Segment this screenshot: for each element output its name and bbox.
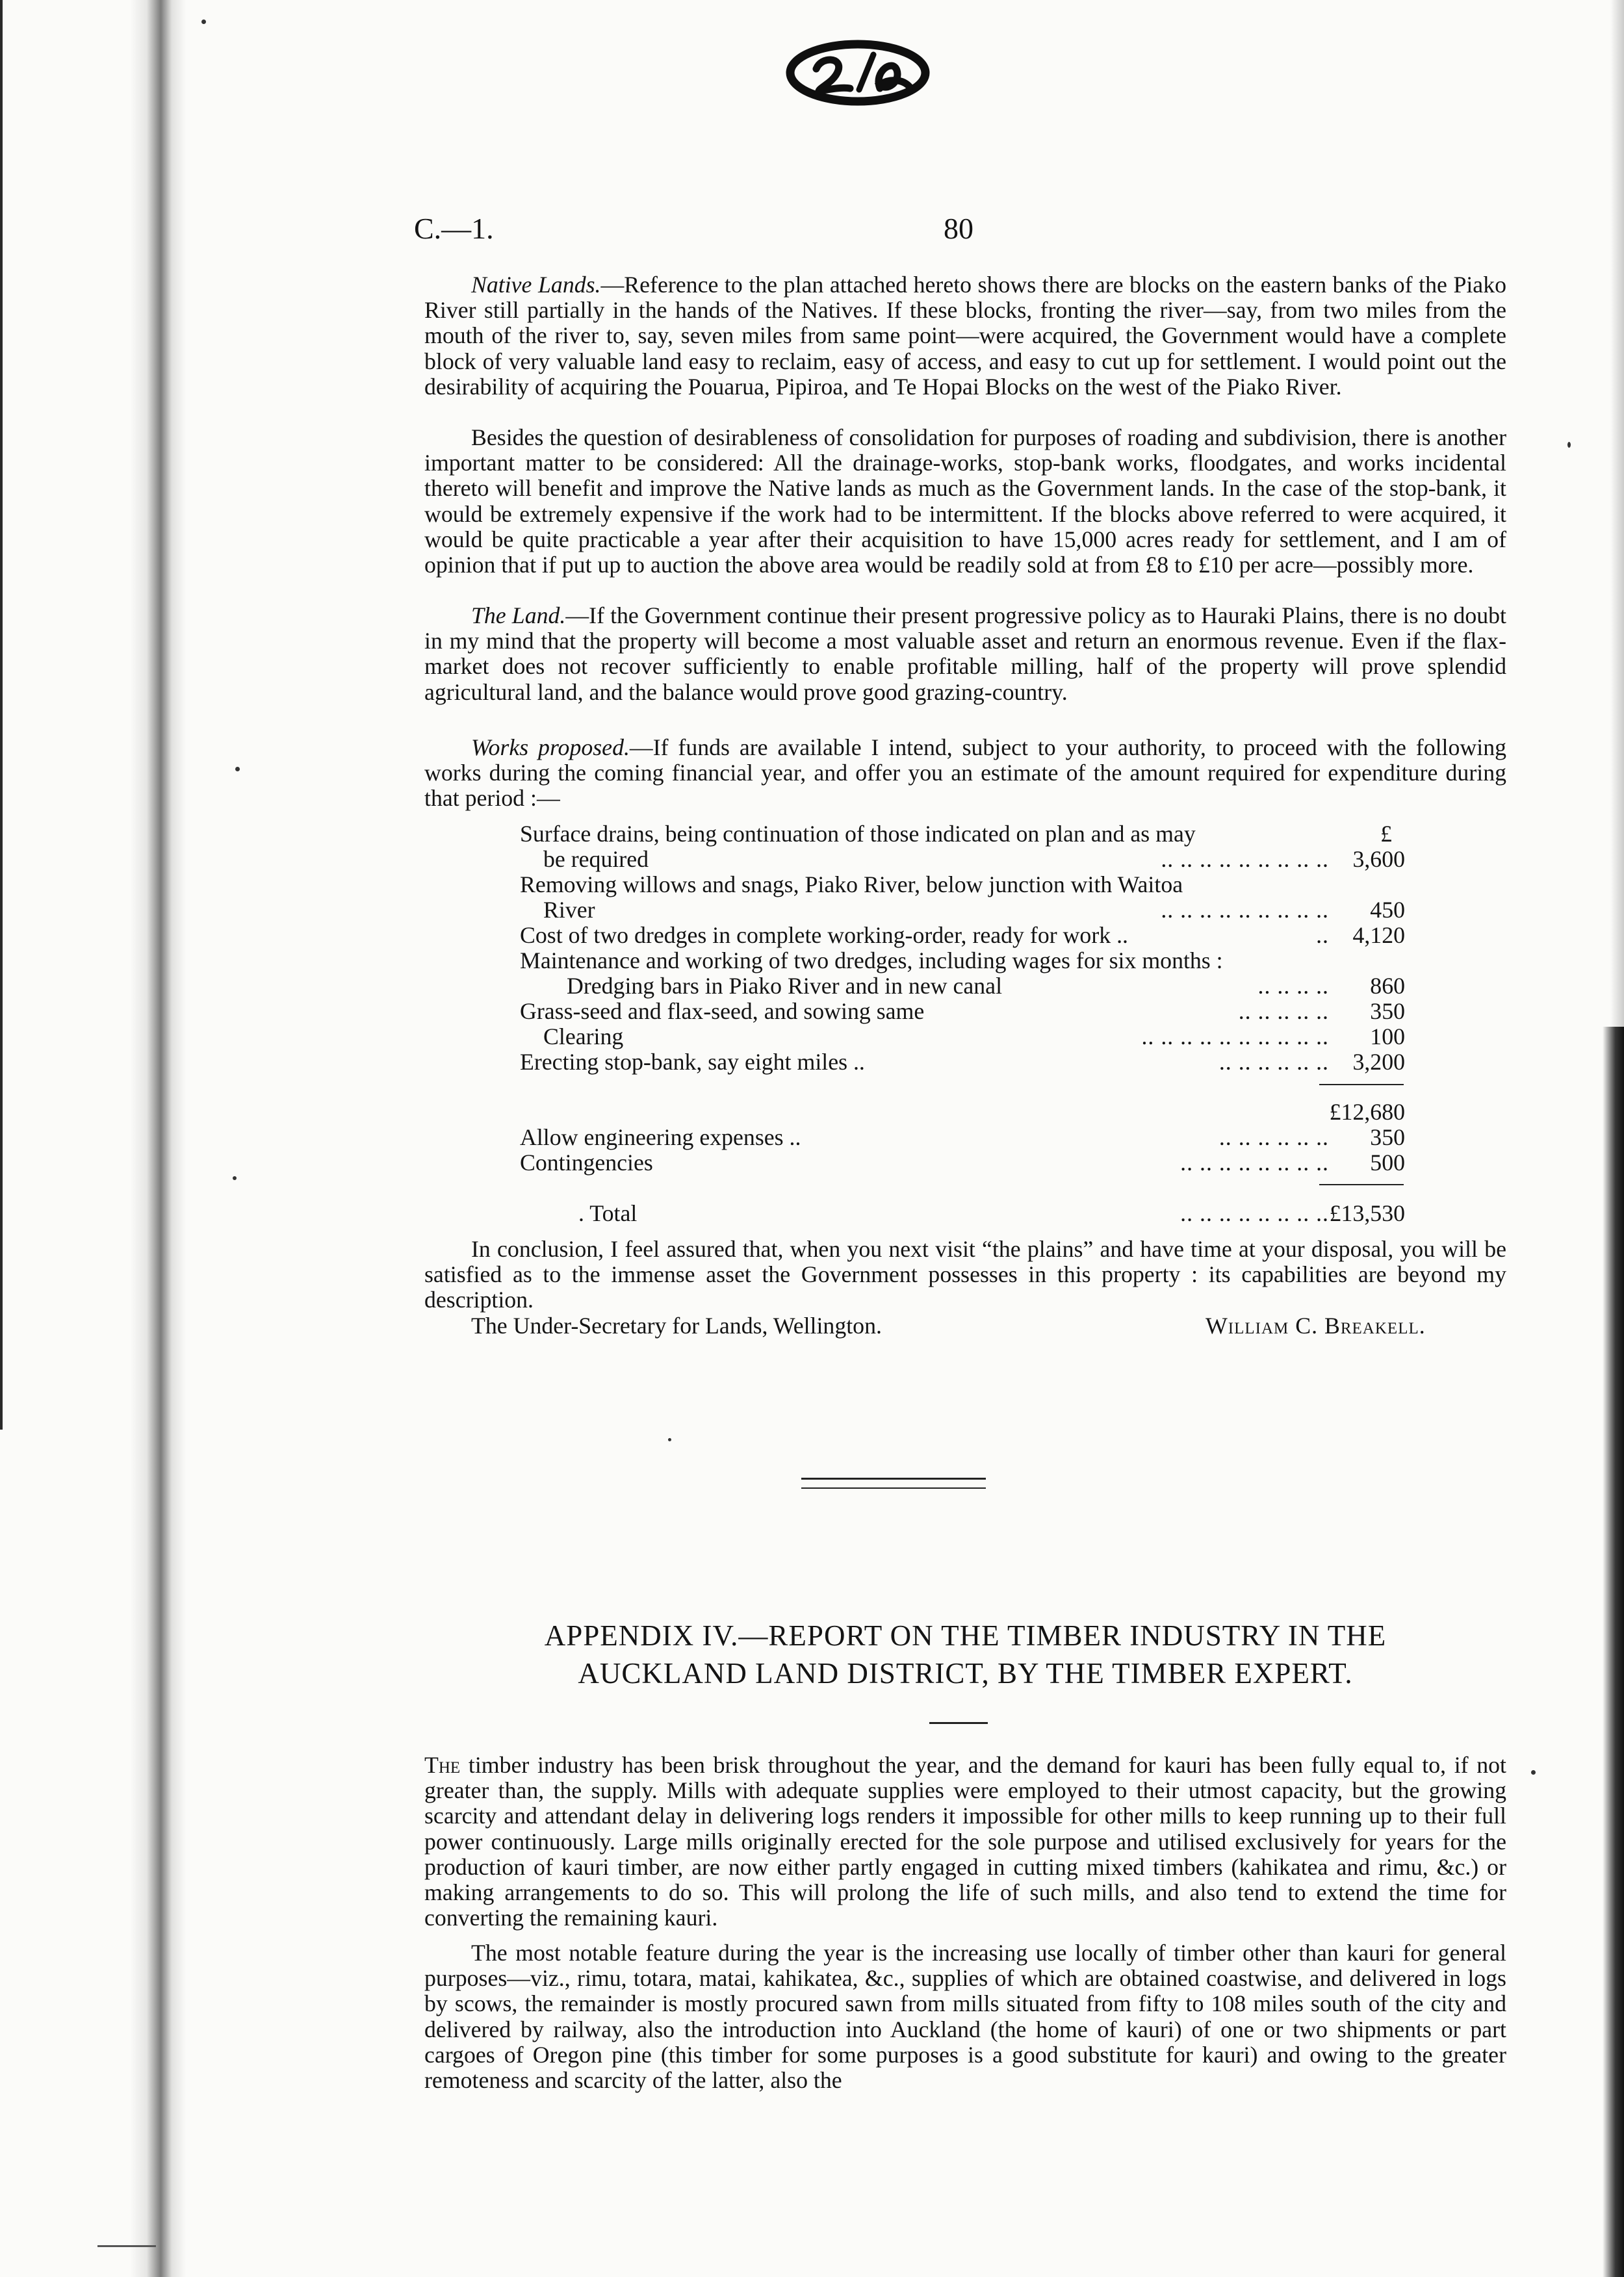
subtotal-value: £12,680	[1329, 1099, 1405, 1125]
binding-shadow-left	[130, 0, 186, 2277]
estimate-row	[520, 972, 1417, 997]
section-divider	[801, 1478, 986, 1489]
estimate-item-value: 3,600	[1352, 846, 1405, 872]
estimate-item-value: 450	[1370, 897, 1405, 923]
dot-leader: .. .. .. .. .. .. .. .. ..	[1161, 846, 1329, 872]
estimate-row	[520, 1149, 1417, 1174]
estimate-row	[520, 1124, 1417, 1149]
estimate-item-value: 350	[1370, 998, 1405, 1024]
dot-leader: .. .. .. ..	[1257, 973, 1329, 999]
total-rule	[1319, 1184, 1404, 1185]
paragraph-text: —If funds are available I intend, subject to your authority, to proceed with the following works during the coming financial year, and offer you an estimate of the amount required for expenditure during that period :—	[424, 734, 1506, 812]
dot-leader: .. .. .. .. .. .. .. .. ..	[1161, 897, 1329, 923]
intro-paragraph-native-lands	[424, 272, 1506, 400]
estimate-item-value: 350	[1370, 1124, 1405, 1150]
dot-leader: .. .. .. .. .. ..	[1218, 1049, 1329, 1075]
paragraph-lead: The	[424, 1752, 461, 1778]
estimate-item-label: Clearing	[543, 1023, 624, 1049]
dust-speck	[235, 767, 240, 771]
estimate-item-label: Maintenance and working of two dredges, including wages for six months :	[520, 947, 1223, 973]
estimate-row	[520, 947, 1417, 972]
dust-speck	[201, 19, 206, 24]
intro-paragraph-works-proposed	[424, 735, 1506, 812]
estimate-item-value: 3,200	[1352, 1049, 1405, 1075]
handwritten-stamp	[782, 32, 933, 110]
appendix-title	[424, 1617, 1506, 1692]
estimate-item-label: Erecting stop-bank, say eight miles ..	[520, 1049, 865, 1075]
estimate-row	[520, 921, 1417, 947]
paragraph-text: In conclusion, I feel assured that, when you next visit “the plains” and have time at your disposal, you will be satisfied as to the immense asset the Government possesses in this property : its capabilities are beyond my description.	[424, 1236, 1506, 1313]
closing-paragraph	[424, 1237, 1506, 1313]
estimate-item-label: be required	[543, 846, 649, 872]
dot-leader: .. .. .. .. .. .. .. ..	[1180, 1150, 1329, 1176]
addressee: The Under-Secretary for Lands, Wellington.	[471, 1313, 882, 1339]
paragraph-text: —Reference to the plan attached hereto shows there are blocks on the eastern banks of the Piako River still partially in the hands of the Natives. If these blocks, fronting the river—say, from two miles from the mouth of the river to, say, seven miles from same point—were acquired, the Government would have a complete block of very valuable land easy to reclaim, easy of access, and easy to cut up for settlement. I would point out the desirability of acquiring the Pouarua, Pipiroa, and Te Hopai Blocks on the west of the Piako River.	[424, 272, 1506, 400]
estimate-item-value: 860	[1370, 973, 1405, 999]
subtotal-row	[520, 1098, 1417, 1124]
paragraph-text: Besides the question of desirableness of consolidation for purposes of roading and subdivision, there is another important matter to be considered: All the drainage-works, stop-bank works, floodgates, and works incidental thereto will benefit and improve the Native lands as much as the Government lands. In the case of the stop-bank, it would be extremely expensive if the work had to be intermittent. If the blocks above referred to were acquired, it would be quite practicable a year after their acquisition to have 15,000 acres ready for settlement, and I am of opinion that if put up to auction the above area would be readily sold at from £8 to £10 per acre—possibly more.	[424, 424, 1506, 578]
paragraph-text: —If the Government continue their present progressive policy as to Hauraki Plains, there is no doubt in my mind that the property will become a most valuable asset and return an enormous revenue. Even if the flax-market does not recover sufficiently to enable profitable milling, half of the property will prove splendid agricultural land, and the balance would prove good grazing-country.	[424, 602, 1506, 705]
dot-leader: .. .. .. .. .. .. .. .. .. ..	[1141, 1023, 1329, 1049]
estimate-item-value: 100	[1370, 1023, 1405, 1049]
binding-shadow-right-top	[1610, 0, 1624, 1027]
estimate-row	[520, 1048, 1417, 1074]
estimate-row	[520, 896, 1417, 921]
paragraph-text: The most notable feature during the year is the increasing use locally of timber other than kauri for general purposes—viz., rimu, totara, matai, kahikatea, &c., supplies of which are obtained coastwise, and delivered in logs by scows, the remainder is mostly procured sawn from mills situated from fifty to 108 miles south of the city and delivered by railway, also the introduction into Auckland (the home of kauri) of one or two shipments or part cargoes of Oregon pine (this timber for some purposes is a good substitute for kauri) and owing to the greater remoteness and scarcity of the latter, also the	[424, 1940, 1506, 2094]
estimate-row	[520, 845, 1417, 871]
estimate-item-label: Removing willows and snags, Piako River, below junction with Waitoa	[520, 871, 1183, 897]
dust-speck	[233, 1176, 237, 1180]
appendix-title-line: AUCKLAND LAND DISTRICT, BY THE TIMBER EXPERT.	[578, 1657, 1353, 1690]
estimate-row	[520, 997, 1417, 1023]
paragraph-heading: Works proposed.	[471, 734, 630, 760]
estimate-item-label: River	[543, 897, 595, 923]
dust-speck	[668, 1438, 671, 1441]
subtotal-rule	[1319, 1084, 1404, 1085]
estimate-row	[520, 871, 1417, 896]
paragraph-heading: The Land.	[471, 602, 566, 628]
total-row	[520, 1200, 1417, 1225]
appendix-paragraph-2	[424, 1940, 1506, 2093]
currency-symbol: £	[1380, 821, 1392, 847]
scan-mark	[97, 2245, 156, 2247]
dust-speck	[1531, 1770, 1536, 1775]
total-value: £13,530	[1329, 1200, 1405, 1226]
estimate-item-label: Dredging bars in Piako River and in new canal	[567, 973, 1003, 999]
signature: William C. Breakell.	[1205, 1313, 1426, 1339]
dot-leader: .. .. .. .. ..	[1238, 998, 1329, 1024]
dust-speck	[1567, 442, 1571, 448]
total-label: . Total	[578, 1200, 638, 1226]
appendix-paragraph-1	[424, 1753, 1506, 1931]
report-reference: C.—1.	[414, 212, 494, 245]
estimate-item-label: Allow engineering expenses ..	[520, 1124, 801, 1150]
estimate-row	[520, 1023, 1417, 1048]
paragraph-heading: Native Lands.	[471, 272, 601, 298]
paragraph-text: timber industry has been brisk throughout the year, and the demand for kauri has been fully equal to, if not greater than, the supply. Mills with adequate supplies were employed to their utmost capacity, but the growing scarcity and attendant delay in delivering logs renders it impossible for other mills to keep running up to their full power continuously. Large mills originally erected for the sole purpose and utilised exclusively for years for the production of kauri timber, are now either partly engaged in cutting mixed timbers (kahikatea and rimu, &c.) or making arrangements to do so. This will prolong the life of such mills, and also tend to extend the time for converting the remaining kauri.	[424, 1752, 1506, 1931]
intro-paragraph-the-land	[424, 603, 1506, 705]
appendix-title-line: APPENDIX IV.—REPORT ON THE TIMBER INDUSTRY IN THE	[544, 1619, 1387, 1652]
estimate-item-label: Grass-seed and flax-seed, and sowing same	[520, 998, 925, 1024]
dot-leader: .. .. .. .. .. ..	[1218, 1124, 1329, 1150]
estimate-item-value: 500	[1370, 1150, 1405, 1176]
estimate-item-label: Surface drains, being continuation of those indicated on plan and as may	[520, 821, 1196, 847]
estimate-item-value: 4,120	[1352, 922, 1405, 948]
dot-leader: .. .. .. .. .. .. .. ..	[1180, 1200, 1329, 1226]
page-number: 80	[944, 212, 973, 245]
estimate-item-label: Cost of two dredges in complete working-order, ready for work ..	[520, 922, 1128, 948]
dot-leader: ..	[1316, 922, 1329, 948]
binding-shadow-right	[1603, 1027, 1624, 2277]
running-head	[406, 211, 1498, 250]
title-underline	[929, 1722, 988, 1724]
estimate-row	[520, 820, 1417, 845]
intro-paragraph-consolidation	[424, 425, 1506, 578]
estimate-item-label: Contingencies	[520, 1150, 653, 1176]
scan-edge-line	[0, 0, 3, 1430]
